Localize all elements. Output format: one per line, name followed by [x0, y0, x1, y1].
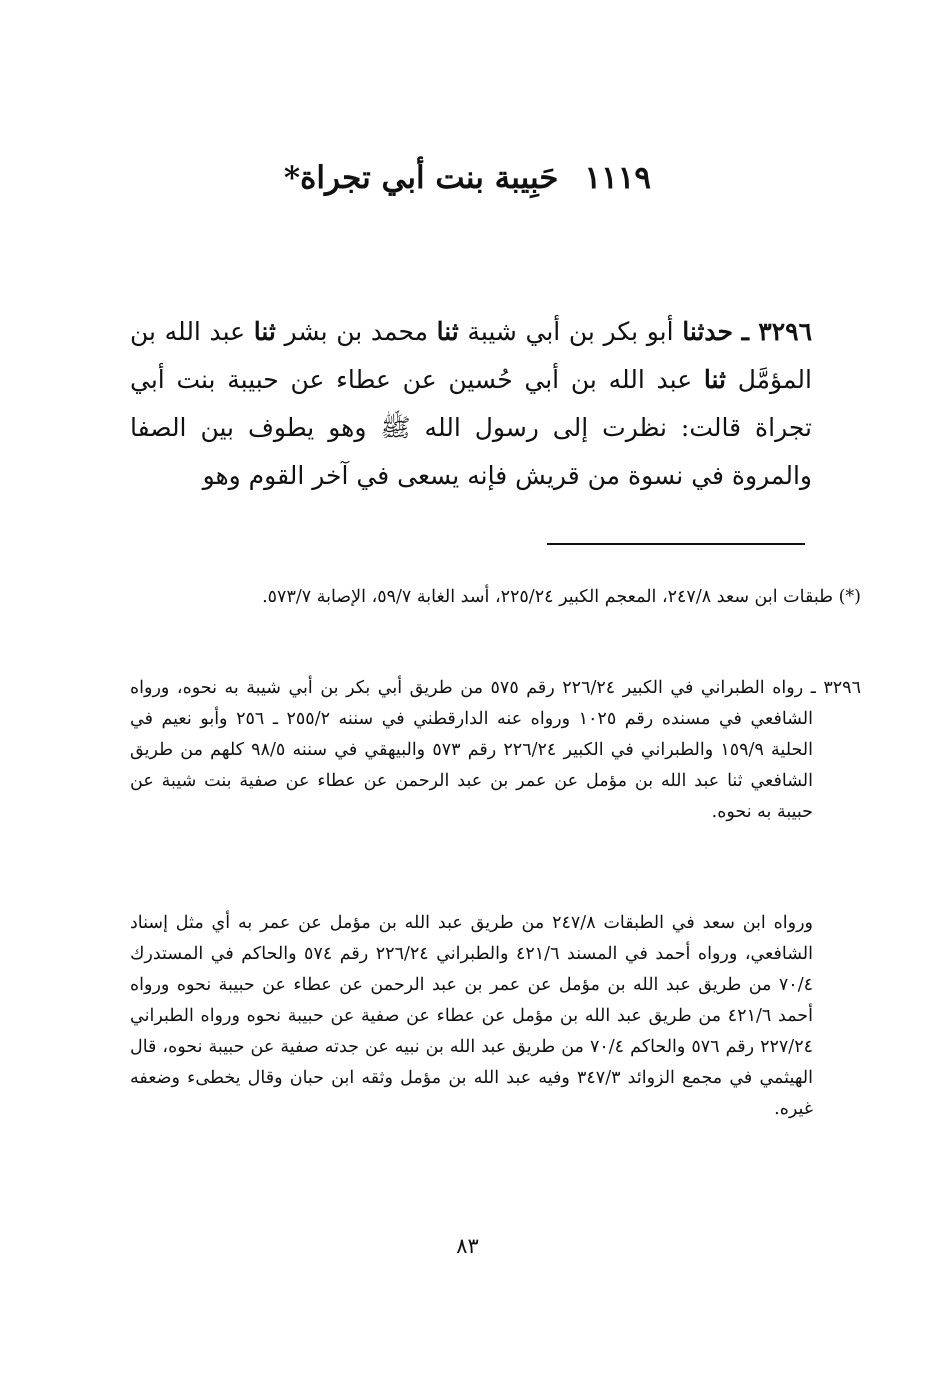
- chapter-heading: [0, 160, 935, 196]
- narrator-1: أبو بكر بن أبي شيبة: [467, 317, 674, 346]
- page-number: ٨٣: [456, 1234, 479, 1258]
- hadith-text: [130, 308, 812, 500]
- takhrij-footnote-2: ورواه ابن سعد في الطبقات ٢٤٧/٨ من طريق عبد الله بن مؤمل عن عمر به أي مثل إسناد الشافعي، ورواه أحمد في المسند ٤٢١/٦ والطبراني ٢٢٦/٢٤ رقم ٥٧٤ والحاكم في المستدرك ٧٠/٤ من طريق عبد الله بن مؤمل عن عمر بن عبد الرحمن عن عطاء عن حبيبة نحوه ورواه أحمد ٤٢١/٦ من طريق عبد الله بن مؤمل عن عطاء عن صفية عن حبيبة نحوه ورواه الطبراني ٢٢٧/٢٤ رقم ٥٧٦ والحاكم ٧٠/٤ من طريق عبد الله بن نبيه عن جدته صفية عن حبيبة نحوه، قال الهيثمي في مجمع الزوائد ٣٤٧/٣ وفيه عبد الله بن مؤمل وثقه ابن حبان وقال يخطىء وضعفه غيره.: [130, 913, 814, 1119]
- thana-word-2: ثنا: [253, 317, 276, 346]
- haddathana-word: حدثنا: [682, 317, 733, 346]
- hadith-body: عبد الله بن أبي حُسين عن عطاء عن حبيبة بنت أبي تجراة قالت: نظرت إلى رسول الله ﷺ وهو يطوف بين الصفا والمروة في نسوة من قريش فإنه يسعى في آخر القوم وهو: [130, 365, 812, 490]
- takhrij-footnote-1: ٣٢٩٦ ـ رواه الطبراني في الكبير ٢٢٦/٢٤ رقم ٥٧٥ من طريق أبي بكر بن أبي شيبة به نحوه، ورواه الشافعي في مسنده رقم ١٠٢٥ ورواه عنه الدارقطني في سننه ٢٥٥/٢ ـ ٢٥٦ وأبو نعيم في الحلية ١٥٩/٩ والطبراني في الكبير ٢٢٦/٢٤ رقم ٥٧٣ والبيهقي في سننه ٩٨/٥ كلهم من طريق الشافعي ثنا عبد الله بن مؤمل عن عمر بن عبد الرحمن عن عطاء عن صفية بنت شيبة عن حبيبة به نحوه.: [130, 678, 861, 822]
- chapter-number: ١١١٩: [584, 160, 652, 196]
- footnote-separator: [547, 543, 805, 545]
- chapter-title: حَبِيبة بنت أبي تجراة*: [283, 160, 559, 196]
- source-footnote: (*) طبقات ابن سعد ٢٤٧/٨، المعجم الكبير ٢٢٥/٢٤، أسد الغابة ٥٩/٧، الإصابة ٥٧٣/٧.: [262, 587, 861, 607]
- thana-word-1: ثنا: [436, 317, 459, 346]
- narrator-3: عبد الله بن المؤمَّل: [130, 317, 812, 394]
- narrator-2: محمد بن بشر: [284, 317, 428, 346]
- thana-word-3: ثنا: [703, 365, 726, 394]
- hadith-number: ٣٢٩٦ ـ: [741, 317, 813, 346]
